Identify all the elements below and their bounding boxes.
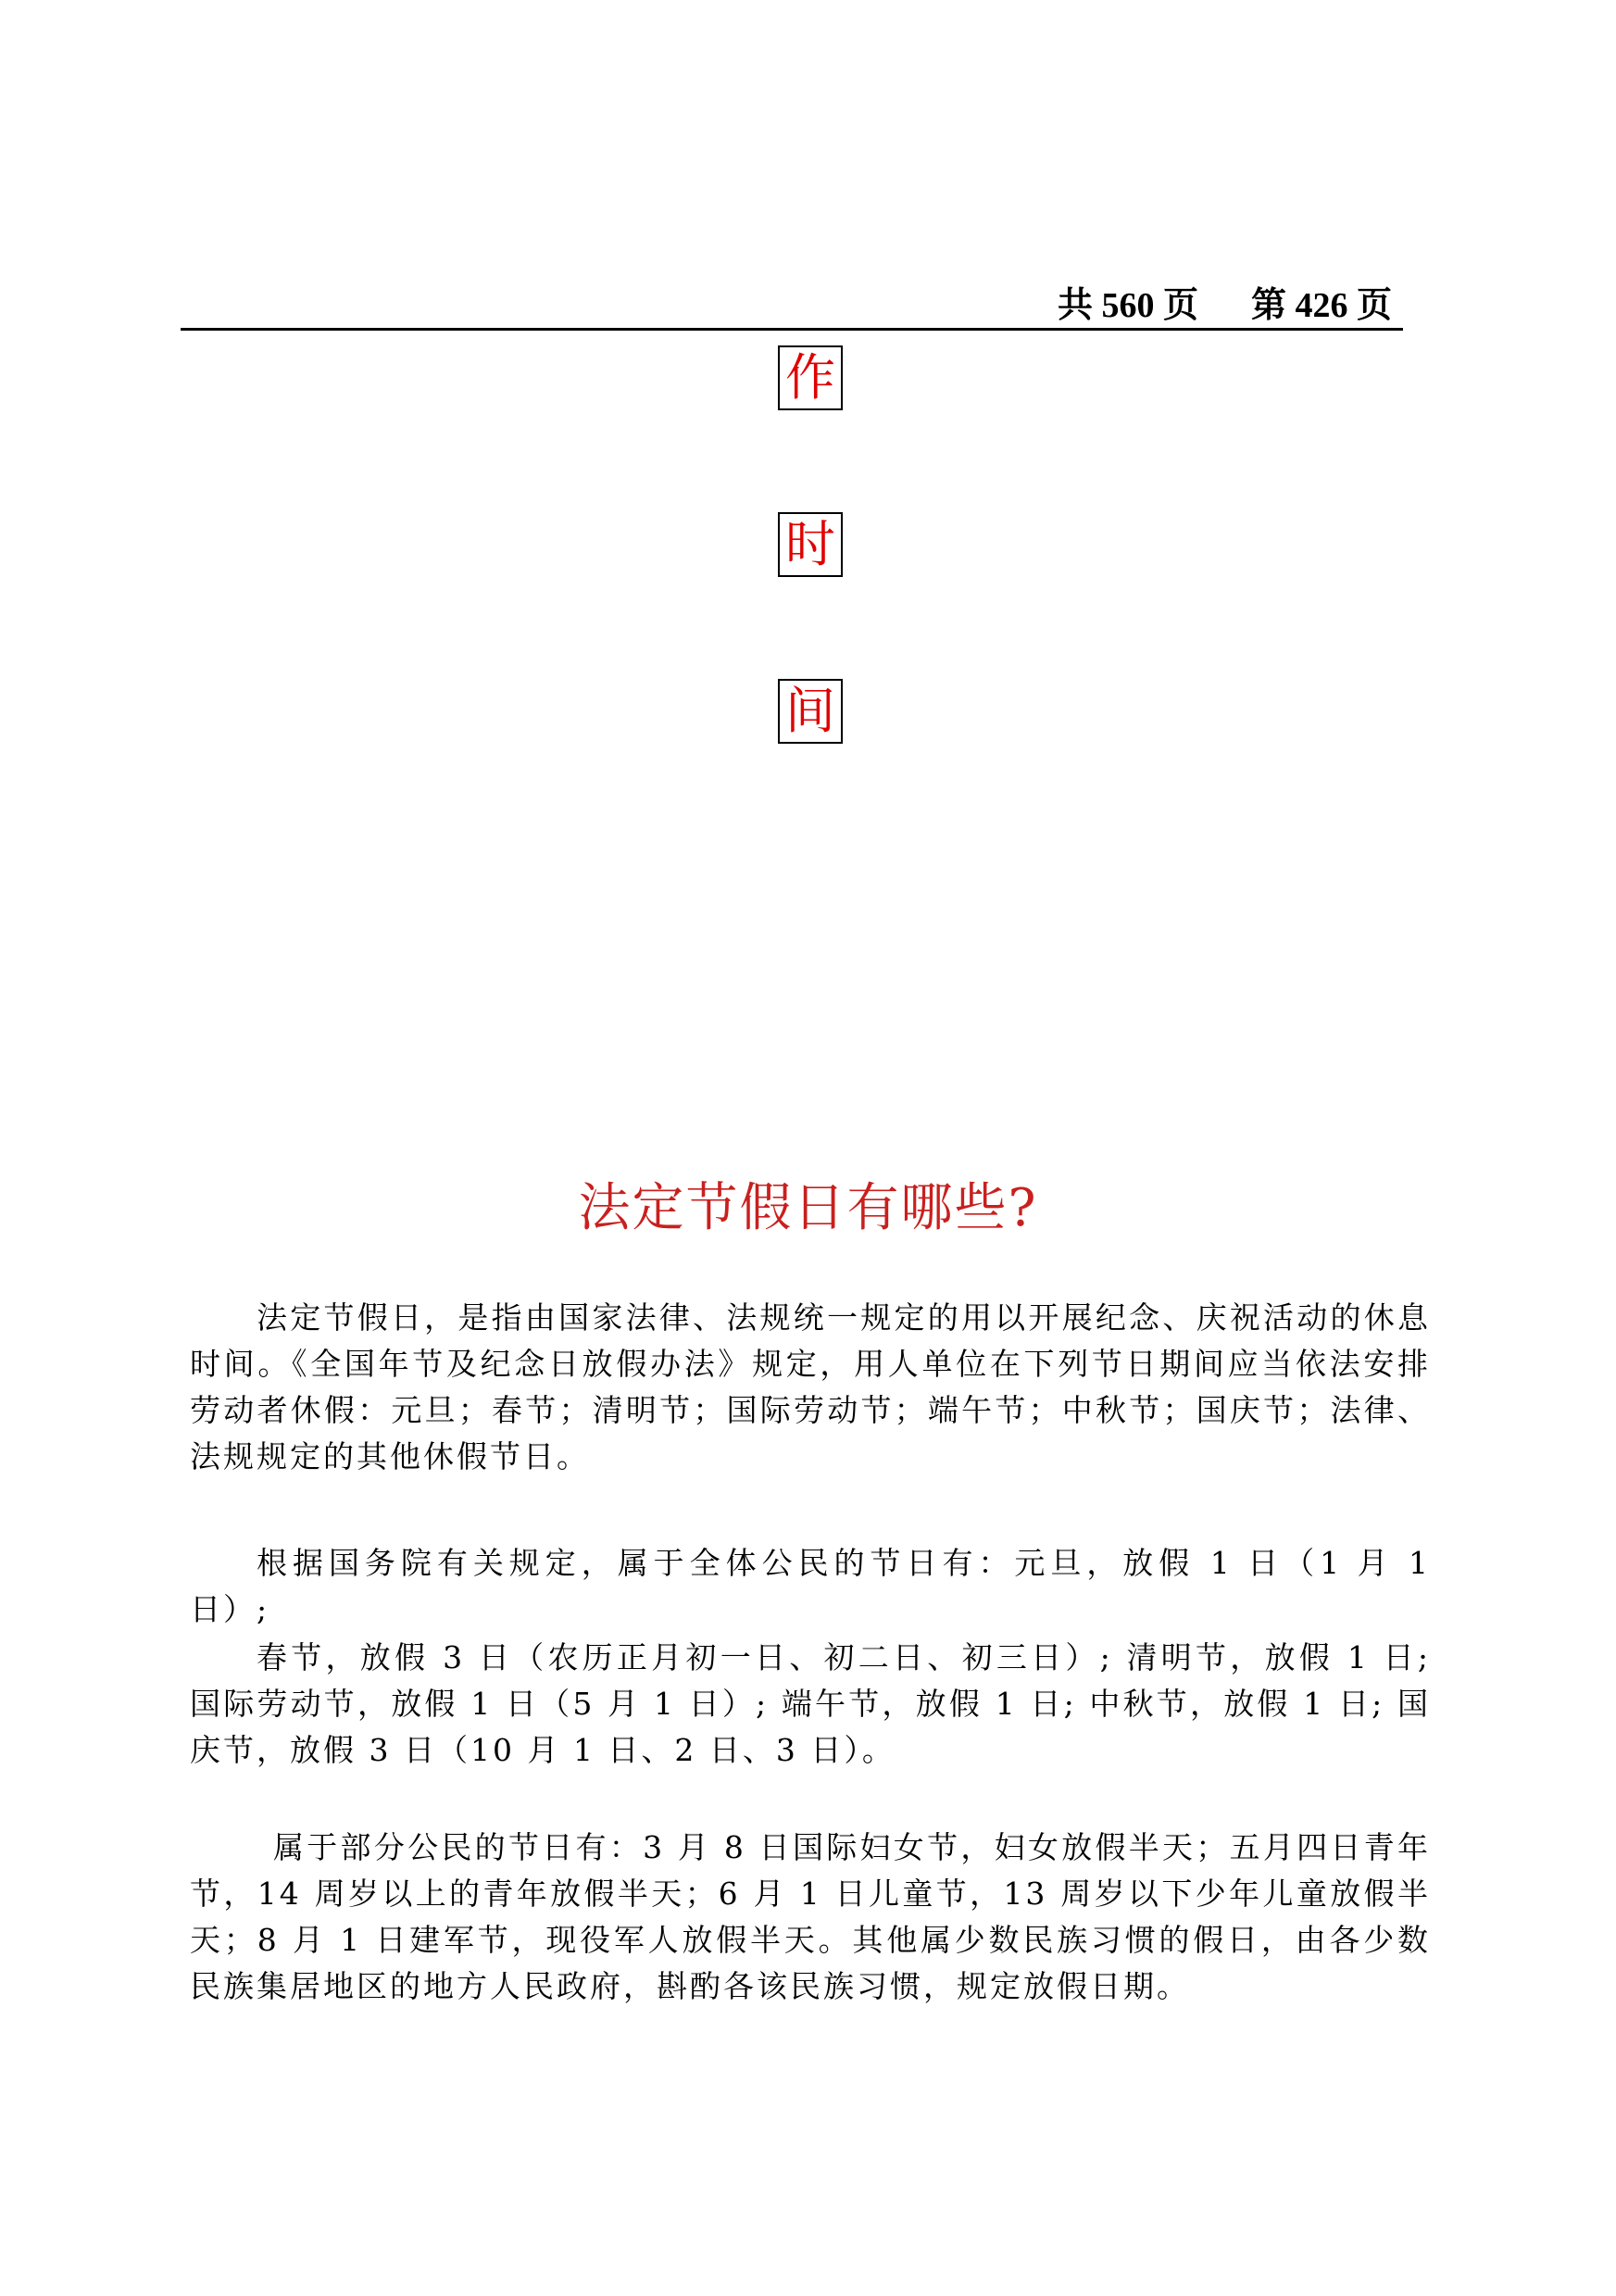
boxed-char-2: 时 bbox=[778, 512, 843, 577]
boxed-char-1: 作 bbox=[778, 345, 843, 410]
page-count: 共 560 页 第 426 页 bbox=[1057, 286, 1392, 325]
paragraph-partial-citizens: 属于部分公民的节日有：3 月 8 日国际妇女节，妇女放假半天；五月四日青年节，14 周岁以上的青年放假半天；6 月 1 日儿童节，13 周岁以下少年儿童放假半天；8 月 1 日建军节，现役军人放假半天。其他属少数民族习惯的假日，由各少数民族集居地区的地方人民政府，斟酌各该民族习惯，规定放假日期。 bbox=[190, 1829, 1431, 2004]
boxed-char-3: 间 bbox=[778, 679, 843, 744]
article-title: 法定节假日有哪些? bbox=[578, 1178, 1038, 1238]
header-divider bbox=[181, 328, 1403, 331]
paragraph-all-citizens: 根据国务院有关规定，属于全体公民的节日有：元旦，放假 1 日（1 月 1 日）; bbox=[190, 1545, 1431, 1627]
page-header bbox=[181, 282, 1403, 329]
paragraph-definition: 法定节假日，是指由国家法律、法规统一规定的用以开展纪念、庆祝活动的休息时间。《全国年节及纪念日放假办法》规定，用人单位在下列节日期间应当依法安排劳动者休假：元旦；春节；清明节；国际劳动节；端午节；中秋节；国庆节；法律、法规规定的其他休假节日。 bbox=[190, 1299, 1431, 1474]
paragraph-holidays-list: 春节，放假 3 日（农历正月初一日、初二日、初三日）; 清明节，放假 1 日; 国际劳动节，放假 1 日（5 月 1 日）; 端午节，放假 1 日; 中秋节，放假 1 日; 国庆节，放假 3 日（10 月 1 日、2 日、3 日）。 bbox=[190, 1639, 1431, 1768]
